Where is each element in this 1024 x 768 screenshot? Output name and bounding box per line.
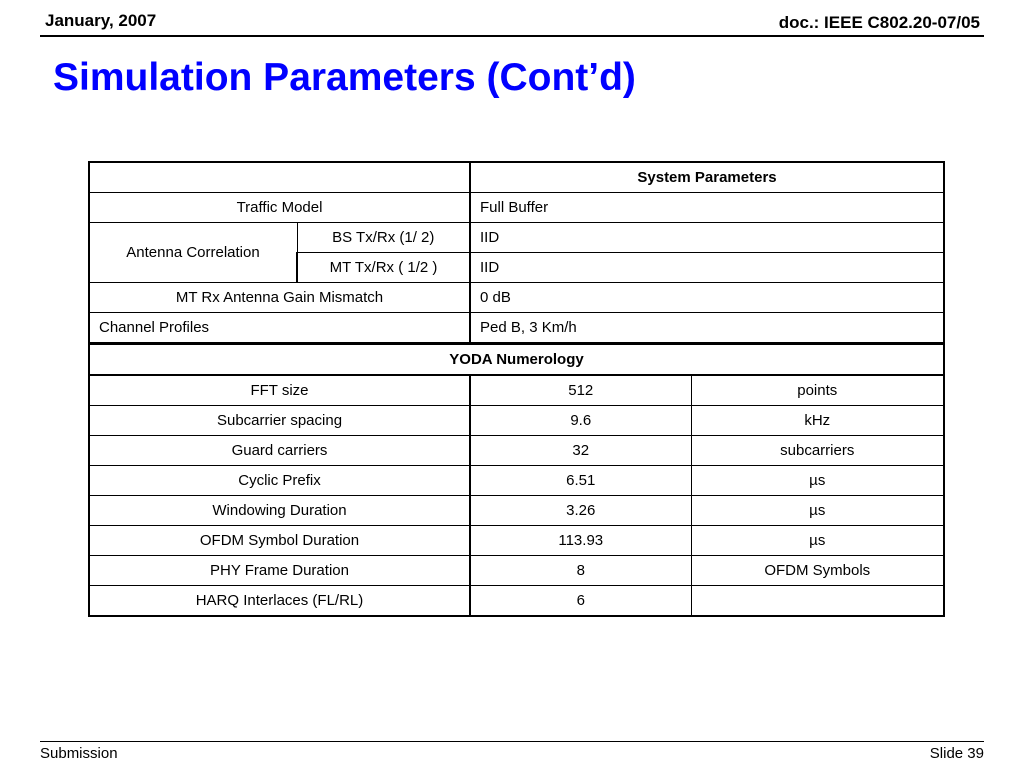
table-row xyxy=(89,223,944,253)
table-row xyxy=(89,496,944,526)
numerology-header: YODA Numerology xyxy=(89,344,944,376)
slide-title: Simulation Parameters (Cont’d) xyxy=(53,56,636,99)
numerology-unit xyxy=(691,586,944,617)
channel-profiles-value: Ped B, 3 Km/h xyxy=(470,313,944,344)
table-row xyxy=(89,193,944,223)
numerology-label: HARQ Interlaces (FL/RL) xyxy=(89,586,470,617)
bs-tx-rx-value: IID xyxy=(470,223,944,253)
numerology-unit: subcarriers xyxy=(691,436,944,466)
header-divider xyxy=(40,35,984,37)
table-row xyxy=(89,556,944,586)
table-cell-empty-header xyxy=(89,162,470,193)
mt-tx-rx-label: MT Tx/Rx ( 1/2 ) xyxy=(297,253,470,283)
gain-mismatch-value: 0 dB xyxy=(470,283,944,313)
table-row xyxy=(89,586,944,617)
table-row xyxy=(89,406,944,436)
table-row xyxy=(89,466,944,496)
parameters-table xyxy=(88,161,945,617)
table-row xyxy=(89,375,944,406)
numerology-unit: points xyxy=(691,375,944,406)
numerology-value: 113.93 xyxy=(470,526,691,556)
numerology-label: Subcarrier spacing xyxy=(89,406,470,436)
mt-tx-rx-value: IID xyxy=(470,253,944,283)
table-row-system-header xyxy=(89,162,944,193)
table-row xyxy=(89,436,944,466)
table-row xyxy=(89,526,944,556)
header-doc-id: doc.: IEEE C802.20-07/05 xyxy=(778,13,980,32)
traffic-model-label: Traffic Model xyxy=(89,193,470,223)
table-row xyxy=(89,313,944,344)
numerology-value: 512 xyxy=(470,375,691,406)
table-row-numerology-header xyxy=(89,344,944,376)
gain-mismatch-label: MT Rx Antenna Gain Mismatch xyxy=(89,283,470,313)
numerology-value: 6.51 xyxy=(470,466,691,496)
numerology-unit: OFDM Symbols xyxy=(691,556,944,586)
numerology-label: FFT size xyxy=(89,375,470,406)
numerology-unit: kHz xyxy=(691,406,944,436)
numerology-value: 3.26 xyxy=(470,496,691,526)
bs-tx-rx-label: BS Tx/Rx (1/ 2) xyxy=(297,223,470,253)
channel-profiles-label: Channel Profiles xyxy=(89,313,470,344)
numerology-label: Guard carriers xyxy=(89,436,470,466)
header-date: January, 2007 xyxy=(45,11,157,30)
table-row xyxy=(89,283,944,313)
numerology-label: PHY Frame Duration xyxy=(89,556,470,586)
footer-submission: Submission xyxy=(40,745,118,762)
system-parameters-header: System Parameters xyxy=(470,162,944,193)
numerology-value: 6 xyxy=(470,586,691,617)
numerology-unit: µs xyxy=(691,496,944,526)
numerology-value: 32 xyxy=(470,436,691,466)
numerology-value: 9.6 xyxy=(470,406,691,436)
footer-slide-number: Slide 39 xyxy=(929,745,984,762)
numerology-value: 8 xyxy=(470,556,691,586)
numerology-label: Windowing Duration xyxy=(89,496,470,526)
traffic-model-value: Full Buffer xyxy=(470,193,944,223)
numerology-unit: µs xyxy=(691,526,944,556)
numerology-label: OFDM Symbol Duration xyxy=(89,526,470,556)
footer-divider xyxy=(40,741,984,742)
numerology-label: Cyclic Prefix xyxy=(89,466,470,496)
antenna-correlation-label: Antenna Correlation xyxy=(89,223,297,283)
numerology-unit: µs xyxy=(691,466,944,496)
